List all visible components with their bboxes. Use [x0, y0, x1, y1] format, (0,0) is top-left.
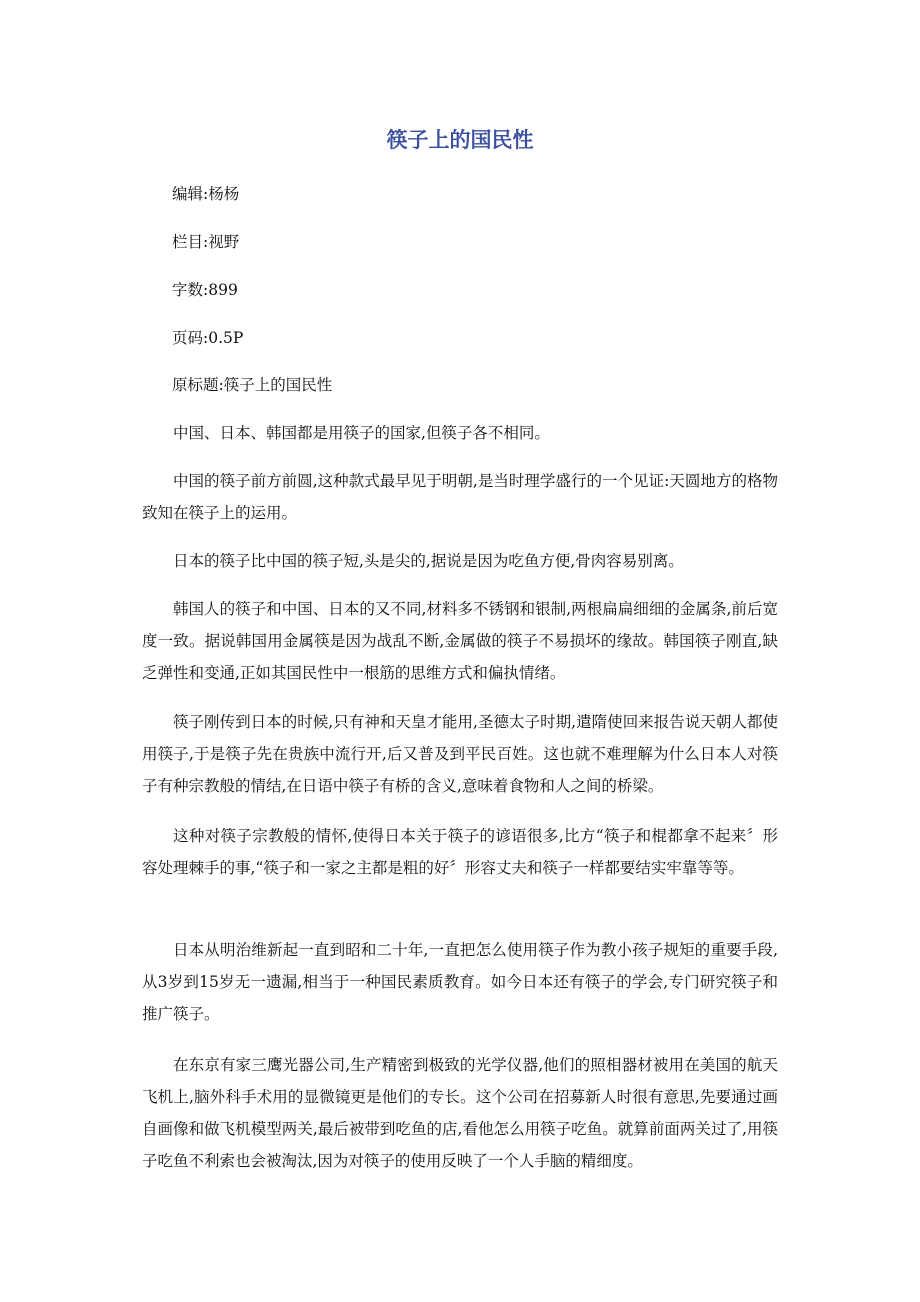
meta-word-count: 字数:899	[172, 281, 238, 299]
paragraph-proverbs: 这种对筷子宗教般的情怀,使得日本关于筷子的谚语很多,比方“筷子和棍都拿不起来〞形容处理棘手的事,“筷子和一家之主都是粗的好〞形容丈夫和筷子一样都要结实牢靠等等。	[142, 827, 778, 877]
paragraph-history: 筷子刚传到日本的时候,只有神和天皇才能用,圣德太子时期,遣隋使回来报告说天朝人都使用筷子,于是筷子先在贵族中流行开,后又普及到平民百姓。这也就不难理解为什么日本人对筷子有种宗教般的情结,在日语中筷子有桥的含义,意味着食物和人之间的桥梁。	[142, 713, 778, 795]
paragraph-china: 中国的筷子前方前圆,这种款式最早见于明朝,是当时理学盛行的一个见证:天圆地方的格物致知在筷子上的运用。	[142, 472, 778, 522]
article-title: 筷子上的国民性	[386, 128, 534, 152]
paragraph-intro: 中国、日本、韩国都是用筷子的国家,但筷子各不相同。	[173, 424, 550, 442]
paragraph-company: 在东京有家三鹰光器公司,生产精密到极致的光学仪器,他们的照相器材被用在美国的航天飞机上,脑外科手术用的显微镜更是他们的专长。这个公司在招募新人时很有意思,先要通过画自画像和做飞机模型两关,最后被带到吃鱼的店,看他怎么用筷子吃鱼。就算前面两关过了,用筷子吃鱼不利索也会被淘汰,因为对筷子的使用反映了一个人手脑的精细度。	[142, 1056, 778, 1170]
paragraph-japan: 日本的筷子比中国的筷子短,头是尖的,据说是因为吃鱼方便,骨肉容易别离。	[173, 552, 684, 570]
paragraph-education: 日本从明治维新起一直到昭和二十年,一直把怎么使用筷子作为教小孩子规矩的重要手段,从3岁到15岁无一遗漏,相当于一种国民素质教育。如今日本还有筷子的学会,专门研究筷子和推广筷子。	[142, 941, 778, 1023]
meta-original-title: 原标题:筷子上的国民性	[172, 376, 333, 394]
paragraph-korea: 韩国人的筷子和中国、日本的又不同,材料多不锈钢和银制,两根扁扁细细的金属条,前后宽度一致。据说韩国用金属筷是因为战乱不断,金属做的筷子不易损坏的缘故。韩国筷子刚直,缺乏弹性和变通,正如其国民性中一根筋的思维方式和偏执情绪。	[142, 600, 778, 682]
meta-editor: 编辑:杨杨	[172, 185, 240, 203]
meta-column: 栏目:视野	[172, 233, 240, 251]
meta-page-code: 页码:0.5P	[172, 329, 244, 347]
